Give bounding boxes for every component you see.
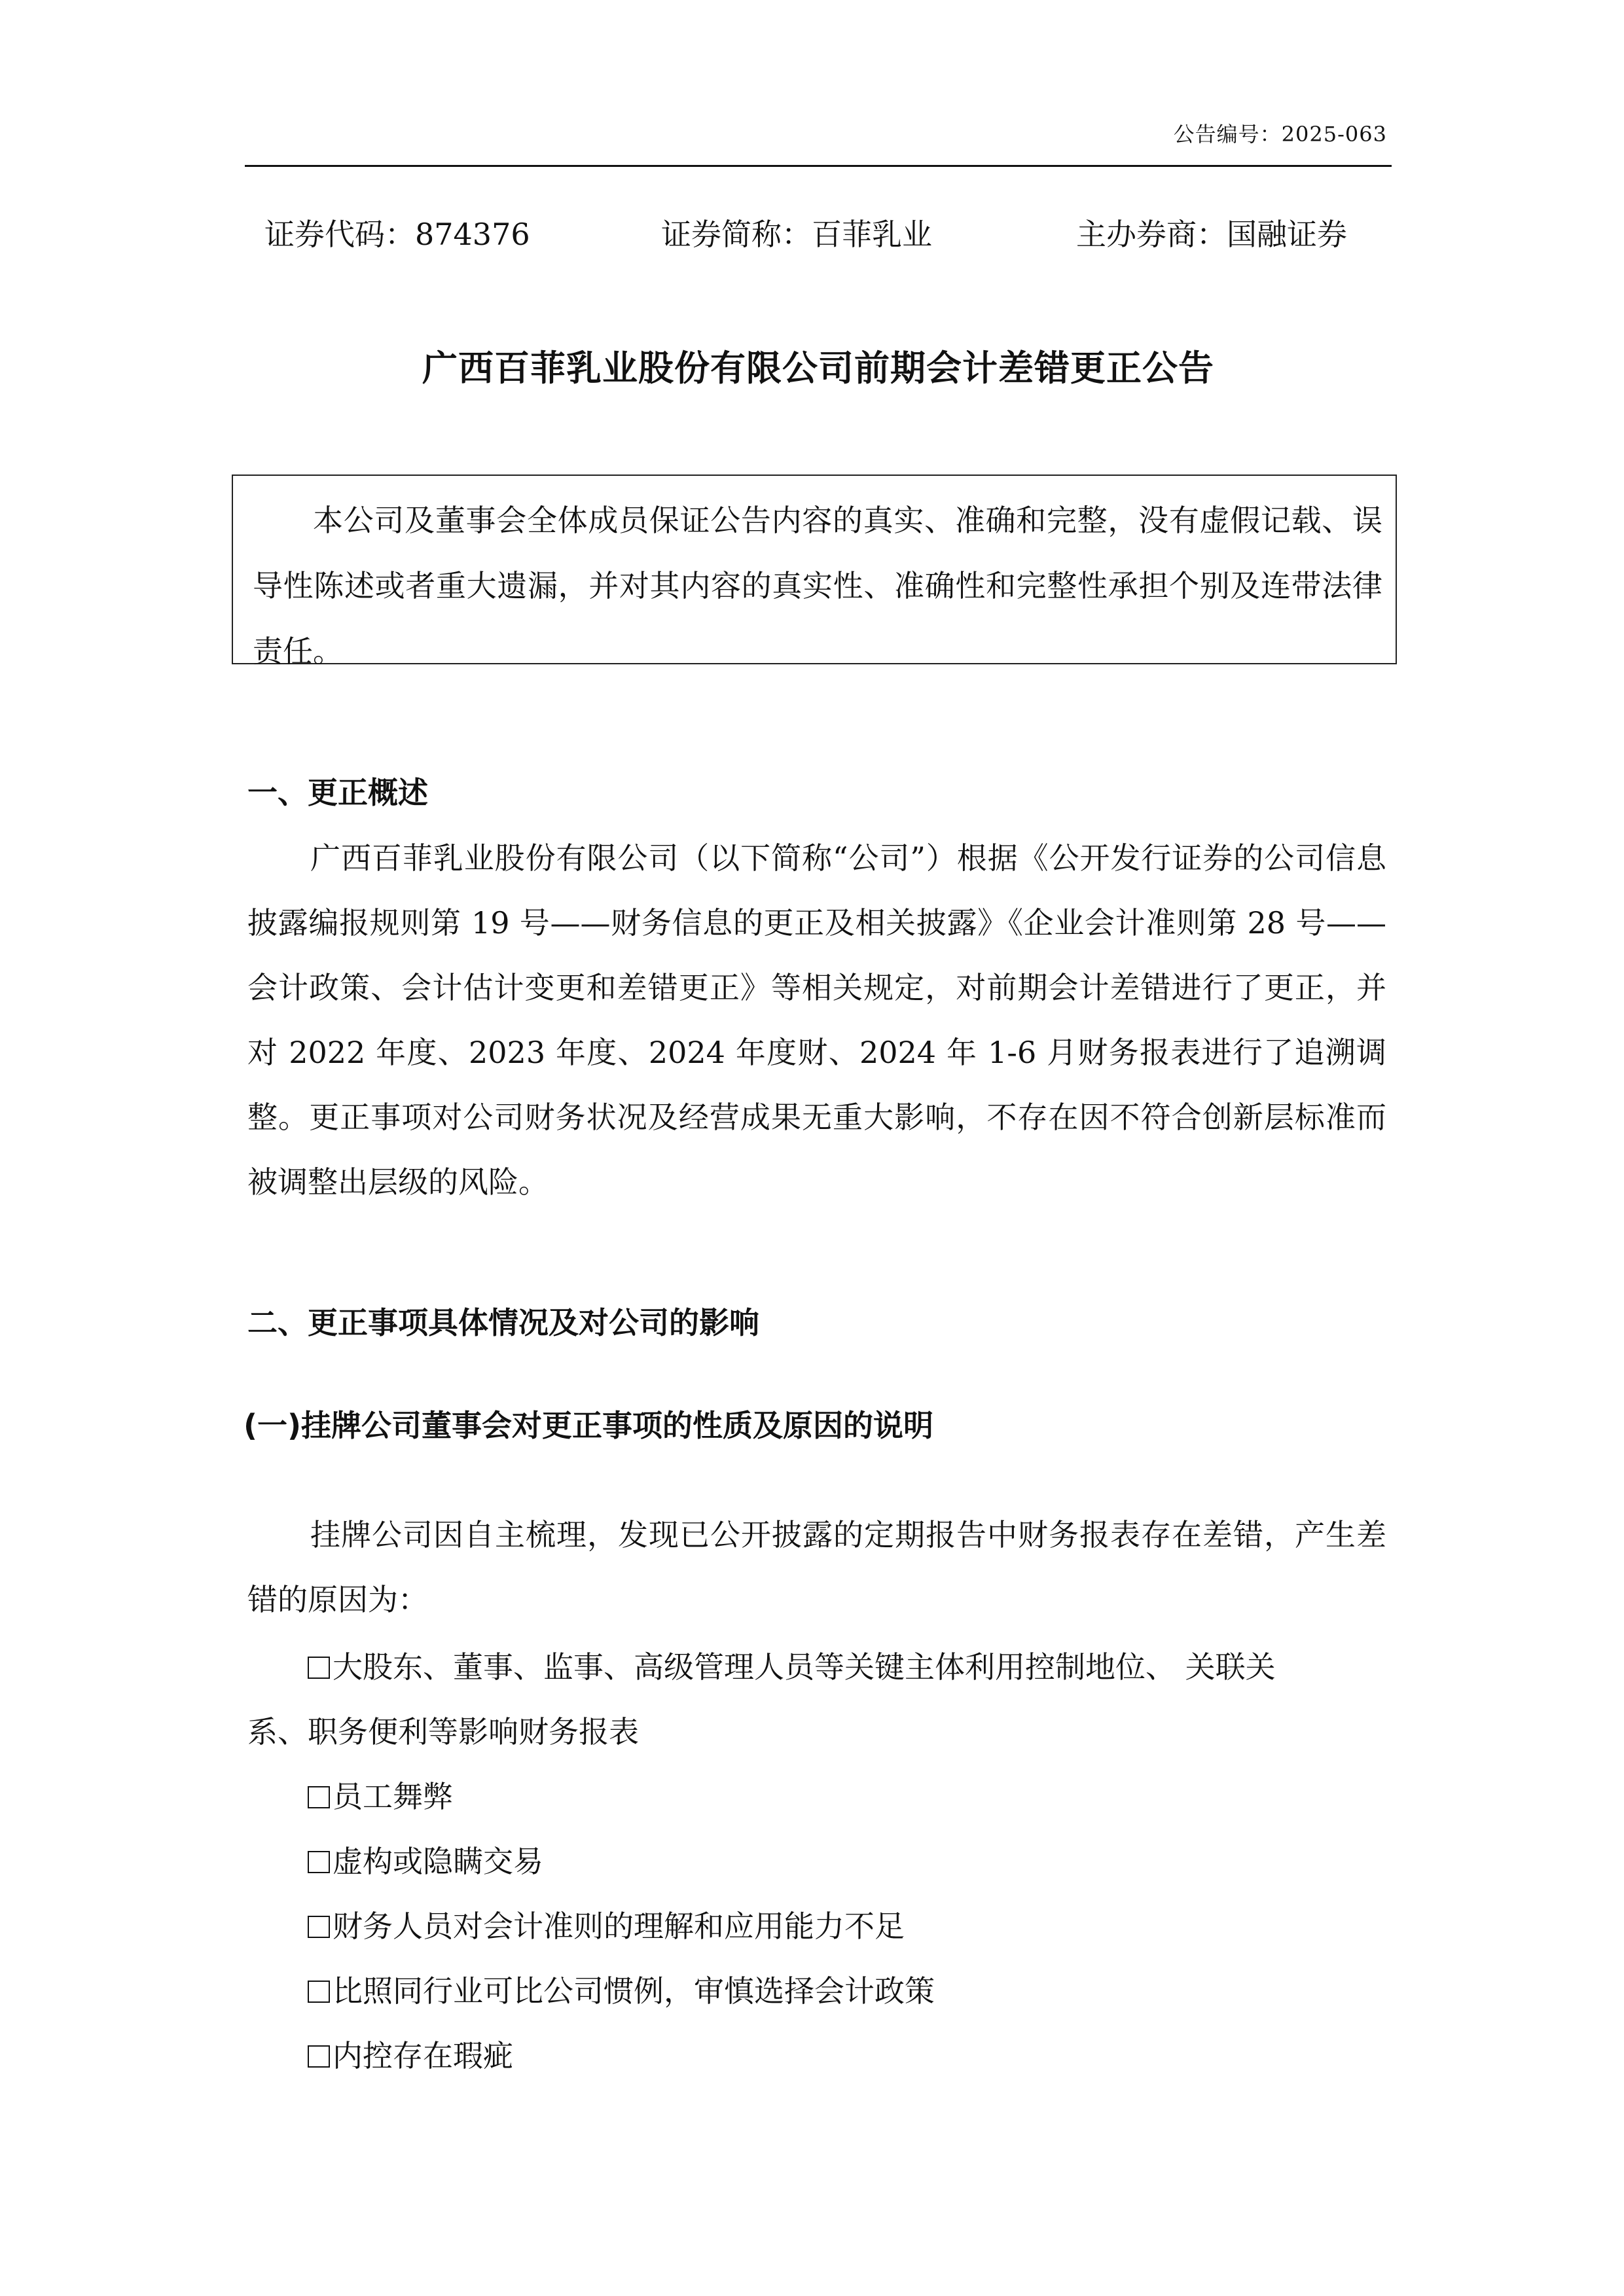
checklist-item-label: 虚构或隐瞒交易 bbox=[333, 1844, 543, 1879]
notice-box bbox=[232, 475, 1397, 669]
checklist-item bbox=[308, 1765, 1388, 1829]
cause-checklist bbox=[247, 1635, 1388, 2089]
section2-heading: 二、更正事项具体情况及对公司的影响 bbox=[247, 1305, 759, 1340]
header-rule bbox=[245, 165, 1392, 167]
securities-abbr: 证券简称：百菲乳业 bbox=[661, 217, 932, 252]
checklist-item bbox=[308, 2024, 1388, 2089]
page-title: 广西百菲乳业股份有限公司前期会计差错更正公告 bbox=[422, 348, 1214, 389]
securities-sponsor: 主办券商：国融证券 bbox=[1076, 217, 1347, 252]
doc-number: 公告编号：2025-063 bbox=[1173, 122, 1387, 147]
section1-paragraph: 广西百菲乳业股份有限公司（以下简称“公司”）根据《公开发行证券的公司信息披露编报规则第 19 号——财务信息的更正及相关披露》《企业会计准则第 28 号——会计政策、会计估计变更和差错更正》等相关规定，对前期会计差错进行了更正，并对 2022 年度、2023 年度、2024 年度财、2024 年 1-6 月财务报表进行了追溯调整。更正事项对公司财务状况及经营成果无重大影响，不存在因不符合创新层标准而被调整出层级的风险。 bbox=[247, 840, 1386, 1200]
notice-text: 本公司及董事会全体成员保证公告内容的真实、准确和完整，没有虚假记载、误导性陈述或者重大遗漏，并对其内容的真实性、准确性和完整性承担个别及连带法律责任。 bbox=[253, 503, 1382, 669]
securities-code: 证券代码：874376 bbox=[264, 217, 530, 252]
checklist-item bbox=[308, 1894, 1388, 1959]
section1-body bbox=[247, 826, 1386, 1215]
checklist-item bbox=[308, 1829, 1388, 1894]
checklist-item bbox=[247, 1635, 1388, 1765]
section2-subheading: (一)挂牌公司董事会对更正事项的性质及原因的说明 bbox=[244, 1408, 934, 1443]
checklist-item-label: 比照同行业可比公司惯例，审慎选择会计政策 bbox=[333, 1973, 935, 2009]
checkbox[interactable] bbox=[308, 1657, 330, 1679]
checklist-item-label: 内控存在瑕疵 bbox=[333, 2038, 513, 2073]
checkbox[interactable] bbox=[308, 1916, 330, 1938]
checkbox[interactable] bbox=[308, 1981, 330, 2003]
checklist-item-label: 大股东、董事、监事、高级管理人员等关键主体利用控制地位、 关联关 bbox=[333, 1649, 1276, 1685]
checklist-item-label: 员工舞弊 bbox=[333, 1779, 453, 1814]
section2-paragraph: 挂牌公司因自主梳理，发现已公开披露的定期报告中财务报表存在差错，产生差错的原因为： bbox=[247, 1517, 1386, 1617]
checkbox[interactable] bbox=[308, 1851, 330, 1873]
section1-heading: 一、更正概述 bbox=[247, 775, 428, 810]
section2-body bbox=[247, 1503, 1386, 1632]
checkbox[interactable] bbox=[308, 2045, 330, 2068]
checkbox[interactable] bbox=[308, 1786, 330, 1808]
checklist-item-label-cont: 系、职务便利等影响财务报表 bbox=[247, 1714, 639, 1749]
checklist-item bbox=[308, 1959, 1388, 2024]
checklist-item-label: 财务人员对会计准则的理解和应用能力不足 bbox=[333, 1909, 905, 1944]
